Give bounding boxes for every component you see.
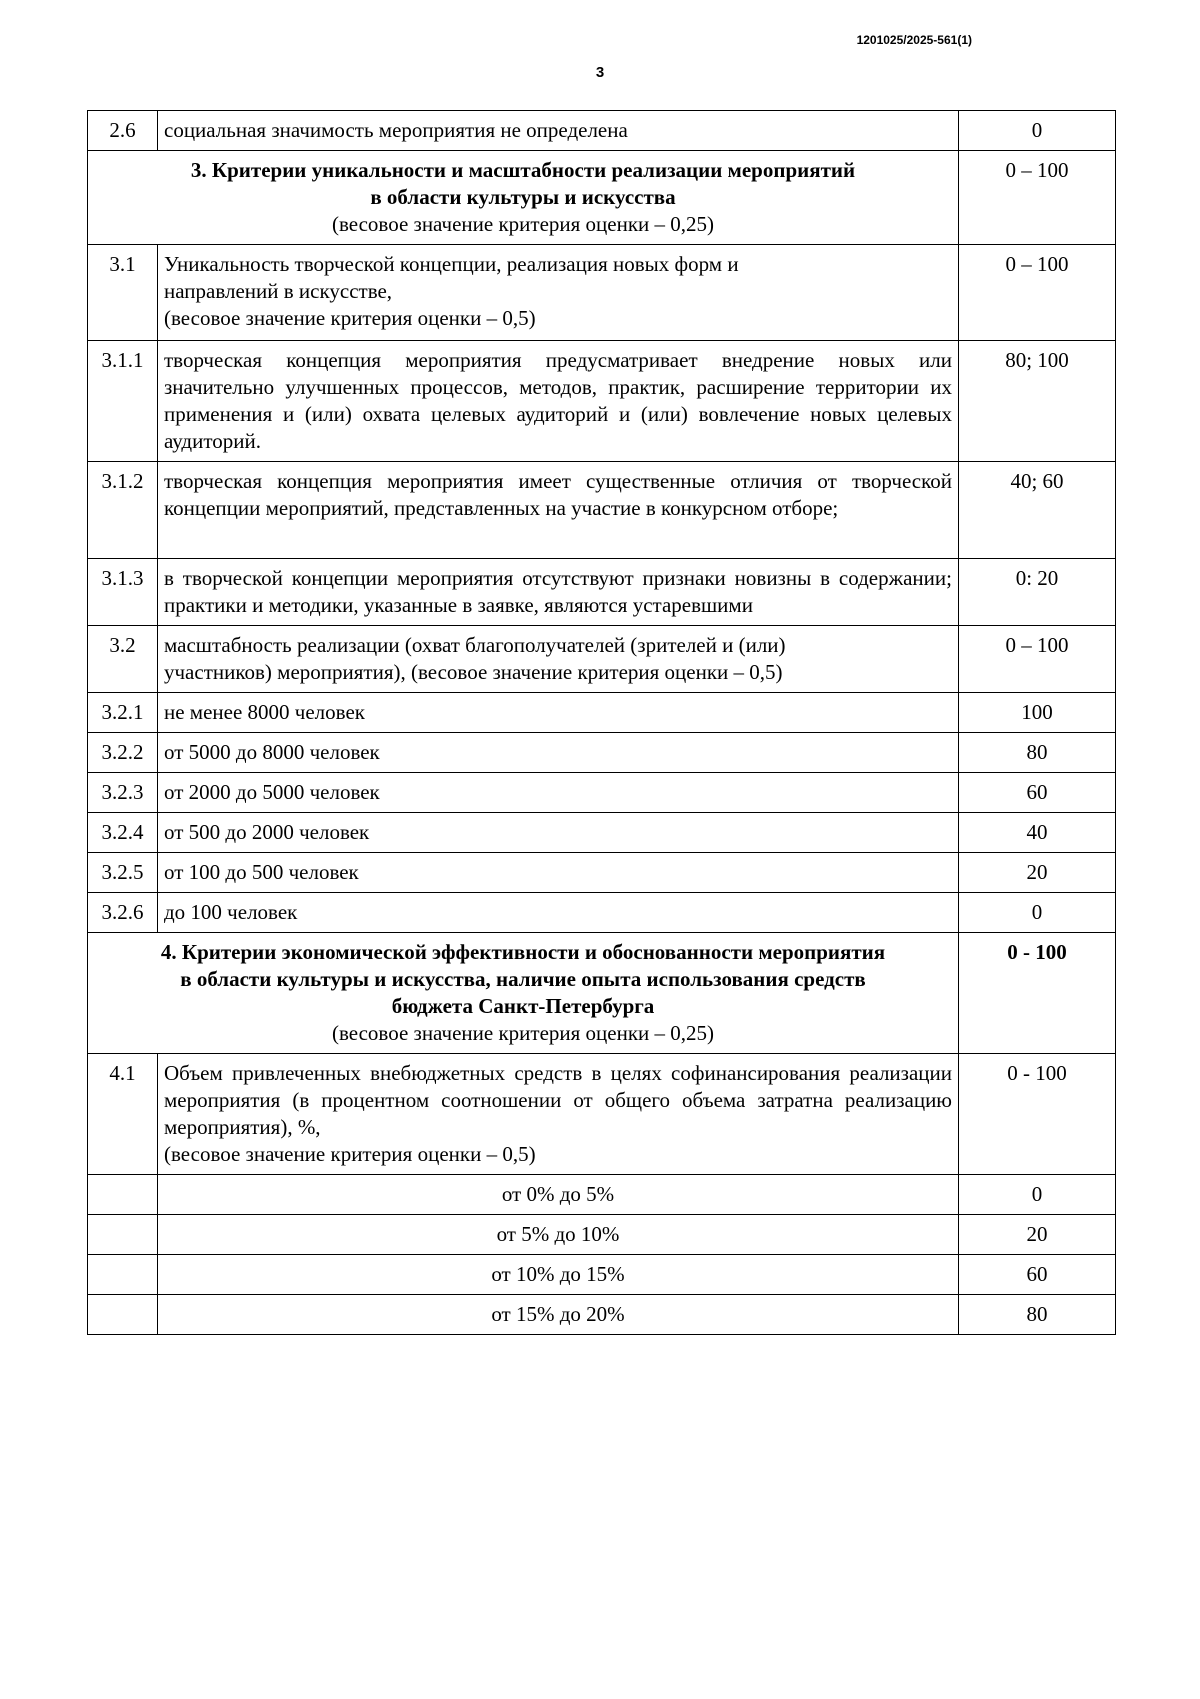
section-score: 0 – 100 — [959, 151, 1116, 245]
row-description-text: Уникальность творческой концепции, реализация новых форм и направлений в искусстве, — [164, 252, 739, 303]
row-score: 20 — [959, 853, 1116, 893]
section-title-line: в области культуры и искусства — [370, 185, 676, 209]
row-score: 80 — [959, 733, 1116, 773]
table-row-3-1 — [88, 245, 1116, 341]
row-description: социальная значимость мероприятия не определена — [158, 111, 959, 151]
table-row-3-2-6 — [88, 893, 1116, 933]
row-description: от 100 до 500 человек — [158, 853, 959, 893]
table-row-3-2 — [88, 626, 1116, 693]
row-description: не менее 8000 человек — [158, 693, 959, 733]
row-score: 60 — [959, 773, 1116, 813]
row-number: 3.1.3 — [88, 559, 158, 626]
table-row-percent-4 — [88, 1295, 1116, 1335]
row-score: 0 — [959, 111, 1116, 151]
document-number: 1201025/2025-561(1) — [856, 33, 972, 47]
table-row-percent-2 — [88, 1215, 1116, 1255]
table-row-3-1-1 — [88, 341, 1116, 462]
row-number: 3.2 — [88, 626, 158, 693]
row-description-text: Объем привлеченных внебюджетных средств в целях софинансирования реализации мероприятия (в процентном соотношении от общего объема затратна реализацию мероприятия), %, — [164, 1061, 952, 1139]
table-row-percent-1 — [88, 1175, 1116, 1215]
section-weight: (весовое значение критерия оценки – 0,25) — [331, 1021, 715, 1045]
section-title-line: 3. Критерии уникальности и масштабности реализации мероприятий — [190, 158, 856, 182]
row-number — [88, 1175, 158, 1215]
criteria-table — [87, 110, 1116, 1335]
row-description: до 100 человек — [158, 893, 959, 933]
row-number: 3.2.2 — [88, 733, 158, 773]
section-weight: (весовое значение критерия оценки – 0,25) — [331, 212, 715, 236]
row-number: 2.6 — [88, 111, 158, 151]
section-title — [88, 933, 959, 1054]
row-description: от 500 до 2000 человек — [158, 813, 959, 853]
row-score: 40 — [959, 813, 1116, 853]
table-row-3-1-2 — [88, 462, 1116, 559]
row-number: 3.1.2 — [88, 462, 158, 559]
table-row-3-2-2 — [88, 733, 1116, 773]
row-description: от 2000 до 5000 человек — [158, 773, 959, 813]
section-header-3 — [88, 151, 1116, 245]
row-number: 3.2.6 — [88, 893, 158, 933]
row-score: 0 – 100 — [959, 626, 1116, 693]
row-description: творческая концепция мероприятия предусматривает внедрение новых или значительно улучшенных процессов, методов, практик, расширение территории их применения и (или) охвата целевых аудиторий и (или) вовлечение новых целевых аудиторий. — [158, 341, 959, 462]
row-description: от 0% до 5% — [158, 1175, 959, 1215]
row-description: творческая концепция мероприятия имеет существенные отличия от творческой концепции мероприятий, представленных на участие в конкурсном отборе; — [158, 462, 959, 559]
row-number: 3.2.5 — [88, 853, 158, 893]
row-description: от 5% до 10% — [158, 1215, 959, 1255]
row-score: 80; 100 — [959, 341, 1116, 462]
row-number — [88, 1255, 158, 1295]
row-number: 3.2.4 — [88, 813, 158, 853]
table-row-2-6 — [88, 111, 1116, 151]
page-number: 3 — [595, 64, 605, 81]
row-score: 0 — [959, 1175, 1116, 1215]
row-number: 3.1.1 — [88, 341, 158, 462]
row-weight: (весовое значение критерия оценки – 0,5) — [164, 1142, 536, 1166]
row-score: 80 — [959, 1295, 1116, 1335]
section-title-line: 4. Критерии экономической эффективности и обоснованности мероприятия — [160, 940, 886, 964]
row-score: 0 – 100 — [959, 245, 1116, 341]
section-title — [88, 151, 959, 245]
row-score: 0 - 100 — [959, 1054, 1116, 1175]
section-score: 0 - 100 — [959, 933, 1116, 1054]
row-score: 20 — [959, 1215, 1116, 1255]
row-number: 3.2.3 — [88, 773, 158, 813]
row-score: 0: 20 — [959, 559, 1116, 626]
row-description: от 10% до 15% — [158, 1255, 959, 1295]
row-description — [158, 1054, 959, 1175]
row-score: 100 — [959, 693, 1116, 733]
row-number: 3.2.1 — [88, 693, 158, 733]
table-row-percent-3 — [88, 1255, 1116, 1295]
table-row-3-2-1 — [88, 693, 1116, 733]
table-row-4-1 — [88, 1054, 1116, 1175]
table-row-3-1-3 — [88, 559, 1116, 626]
row-number: 3.1 — [88, 245, 158, 341]
row-description: масштабность реализации (охват благополучателей (зрителей и (или) участников) мероприятия), (весовое значение критерия оценки – 0,5) — [158, 626, 959, 693]
row-weight: (весовое значение критерия оценки – 0,5) — [164, 306, 536, 330]
table-row-3-2-4 — [88, 813, 1116, 853]
row-score: 60 — [959, 1255, 1116, 1295]
table-row-3-2-5 — [88, 853, 1116, 893]
row-description — [158, 245, 959, 341]
table-row-3-2-3 — [88, 773, 1116, 813]
section-title-line: в области культуры и искусства, наличие опыта использования средств — [180, 967, 866, 991]
row-score: 40; 60 — [959, 462, 1116, 559]
row-description: в творческой концепции мероприятия отсутствуют признаки новизны в содержании; практики и методики, указанные в заявке, являются устаревшими — [158, 559, 959, 626]
row-number: 4.1 — [88, 1054, 158, 1175]
row-description: от 15% до 20% — [158, 1295, 959, 1335]
row-number — [88, 1295, 158, 1335]
row-score: 0 — [959, 893, 1116, 933]
row-description: от 5000 до 8000 человек — [158, 733, 959, 773]
section-header-4 — [88, 933, 1116, 1054]
section-title-line: бюджета Санкт-Петербурга — [391, 994, 655, 1018]
row-number — [88, 1215, 158, 1255]
